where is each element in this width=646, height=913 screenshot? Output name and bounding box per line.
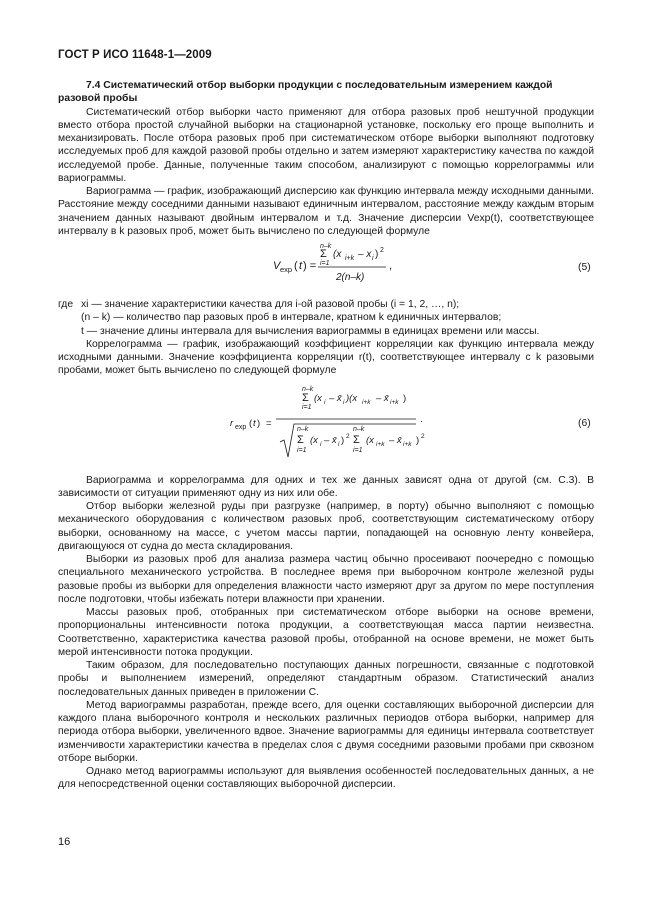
svg-text:): ) (403, 392, 407, 404)
svg-text:2: 2 (421, 432, 425, 440)
svg-text:n–k: n–k (353, 425, 365, 433)
svg-text:(x: (x (310, 434, 318, 446)
paragraph: Выборки из разовых проб для анализа размера частиц обычно просеивают поочередно с помощью специального механического устройства. В последнее время при выборочном контроле железной руды разовые пробы из выборки для определения влажности часто измеряют друг за другом по мере поступления после подготовки, чтобы избежать потери влажности при хранении. (58, 554, 594, 605)
svg-text:V: V (273, 260, 281, 272)
section-heading: 7.4 Систематический отбор выборки продукции с последовательным измерением каждой разовой пробы (58, 80, 553, 105)
document-header: ГОСТ Р ИСО 11648-1—2009 (58, 49, 212, 61)
svg-text:n–k: n–k (320, 243, 332, 250)
svg-text:=: = (266, 417, 272, 429)
formula-5-svg (58, 238, 594, 298)
svg-text:): ) (257, 417, 261, 429)
svg-text:i: i (320, 440, 322, 448)
svg-text:i+k: i+k (376, 440, 385, 448)
where-block (58, 298, 594, 338)
svg-text:(: ( (294, 260, 298, 272)
svg-text:t: t (299, 260, 303, 272)
paragraph: Систематический отбор выборки часто применяют для отбора разовых проб нештучной продукции вместо отбора простой случайной выборки на стационарной установке, поскольку его проще выполнить и механизировать. После отбора разовых проб при систематическом отборе выборки выполняют подготовку исследуемых проб для каждой разовой пробы отдельно и затем измеряют характеристику качества по каждой исследуемой пробе. Данные, полученные таким способом, анализируют с помощью коррелограммы или вариограммы. (58, 106, 594, 184)
svg-text:(x: (x (314, 392, 322, 404)
svg-text:i=1: i=1 (297, 446, 307, 454)
paragraph: Однако метод вариограммы используют для выявления особенностей последовательных данных, а не для непосредственной оценки составляющих выборочной дисперсии. (58, 766, 594, 791)
svg-text:r: r (230, 417, 234, 429)
svg-text:i: i (324, 398, 326, 406)
formula-5 (58, 238, 594, 298)
where-item-nk: (n – k) — количество пар разовых проб в интервале, кратном k единичных интервалов; (81, 312, 502, 324)
svg-text:i: i (372, 255, 374, 262)
paragraph: Таким образом, для последовательно поступающих данных погрешности, связанные с подготовкой пробы и выполнением измерений, определяют стандартным образом. Статистический анализ последовательных данных приведен в приложении С. (58, 660, 594, 698)
svg-text:,: , (389, 260, 393, 272)
svg-text:2: 2 (380, 247, 384, 254)
svg-text:(x: (x (333, 249, 342, 260)
svg-text:i+k: i+k (345, 255, 355, 262)
svg-text:n–k: n–k (302, 385, 314, 393)
svg-text:2: 2 (346, 432, 350, 440)
svg-text:Σ: Σ (353, 433, 360, 446)
svg-text:exp: exp (280, 265, 293, 274)
formula-6-number: (6) (578, 417, 591, 429)
page-content (58, 79, 594, 792)
svg-text:): ) (416, 434, 420, 446)
svg-text:Σ: Σ (302, 391, 309, 404)
svg-text:i=1: i=1 (320, 260, 330, 267)
where-item-t: t — значение длины интервала для вычисления вариограммы в единицах времени или массы. (81, 325, 540, 337)
paragraph: Массы разовых проб, отобранных при систематическом отборе выборки на основе времени, пропорциональны интенсивности потока продукции, а соответствующая масса партии неизвестна. Соответственно, характеристика качества разовой пробы, отобранной на основе времени, не может быть мерой интенсивности потока продукции. (58, 607, 594, 658)
paragraph: Отбор выборки железной руды при разгрузке (например, в порту) обычно выполняют с помощью механического оборудования с количеством разовых проб, соответствующим систематическому отбору выборки, основанному на массе, с учетом массы партии, попадающей на основную ленту конвейера, двигающуюся от судна до места складирования. (58, 501, 594, 552)
svg-text:– x̄: – x̄ (324, 434, 337, 446)
paragraph (58, 185, 594, 238)
svg-text:.: . (420, 413, 423, 425)
svg-text:)(x: )(x (346, 392, 358, 404)
where-label: где (58, 299, 74, 310)
svg-text:t: t (253, 417, 256, 429)
svg-text:i=1: i=1 (353, 446, 363, 454)
svg-text:n–k: n–k (297, 425, 309, 433)
formula-5-number: (5) (578, 262, 591, 273)
where-item-xi: xi — значение характеристики качества для i-ой разовой пробы (i = 1, 2, …, n); (81, 299, 460, 310)
svg-text:2(n–k): 2(n–k) (336, 272, 365, 283)
paragraph-text: Вариограмма — график, изображающий дисперсию как функцию интервала между исходными данными. Расстояние между соседними данными называют единичным интервалом, расстояние между каждым вторым значением данных называют двойным интервалом и т.д. Значение дисперсии Vexp(t), соответствующее интервалу в k разовых проб, может быть вычислено по следующей формуле (58, 186, 594, 237)
svg-text:(x: (x (366, 434, 374, 446)
svg-text:– x̄: – x̄ (329, 392, 342, 404)
svg-text:) =: ) = (303, 260, 317, 272)
svg-text:i: i (338, 440, 340, 448)
formula-6 (58, 382, 594, 468)
svg-text:exp: exp (235, 423, 247, 431)
svg-text:– x: – x (358, 249, 372, 260)
svg-text:i+k: i+k (390, 398, 399, 406)
svg-text:– x̄: – x̄ (376, 392, 389, 404)
formula-6-svg (58, 382, 594, 468)
svg-text:Σ: Σ (320, 248, 327, 260)
svg-text:i: i (343, 398, 345, 406)
svg-text:): ) (341, 434, 345, 446)
svg-text:): ) (375, 249, 379, 260)
page-number: 16 (58, 836, 71, 848)
svg-text:i+k: i+k (403, 440, 412, 448)
svg-text:i+k: i+k (362, 398, 371, 406)
paragraph: Коррелограмма — график, изображающий коэффициент корреляции как функцию интервала между исходными данными. Значение коэффициента корреляции r(t), соответствующее интервалу с k разовыми пробами, может быть вычислено по следующей формуле (58, 338, 594, 377)
svg-text:i=1: i=1 (302, 403, 312, 411)
paragraph: Вариограмма и коррелограмма для одних и тех же данных зависят одна от другой (см. С.3). В зависимости от ситуации применяют одну из них или обе. (58, 474, 594, 499)
svg-text:(: ( (249, 417, 253, 429)
svg-text:– x̄: – x̄ (389, 434, 402, 446)
svg-text:Σ: Σ (297, 433, 304, 446)
paragraph: Метод вариограммы разработан, прежде всего, для оценки составляющих выборочной дисперсии для каждого плана выборочного контроля и нескольких различных периодов отбора выборки, например для периода отбора выборки, увеличенного вдвое. Значение вариограммы для единицы интервала соответствует изменчивости характеристики качества в пределах слоя с двумя соседними разовыми пробами при сквозном отборе выборки. (58, 699, 594, 764)
